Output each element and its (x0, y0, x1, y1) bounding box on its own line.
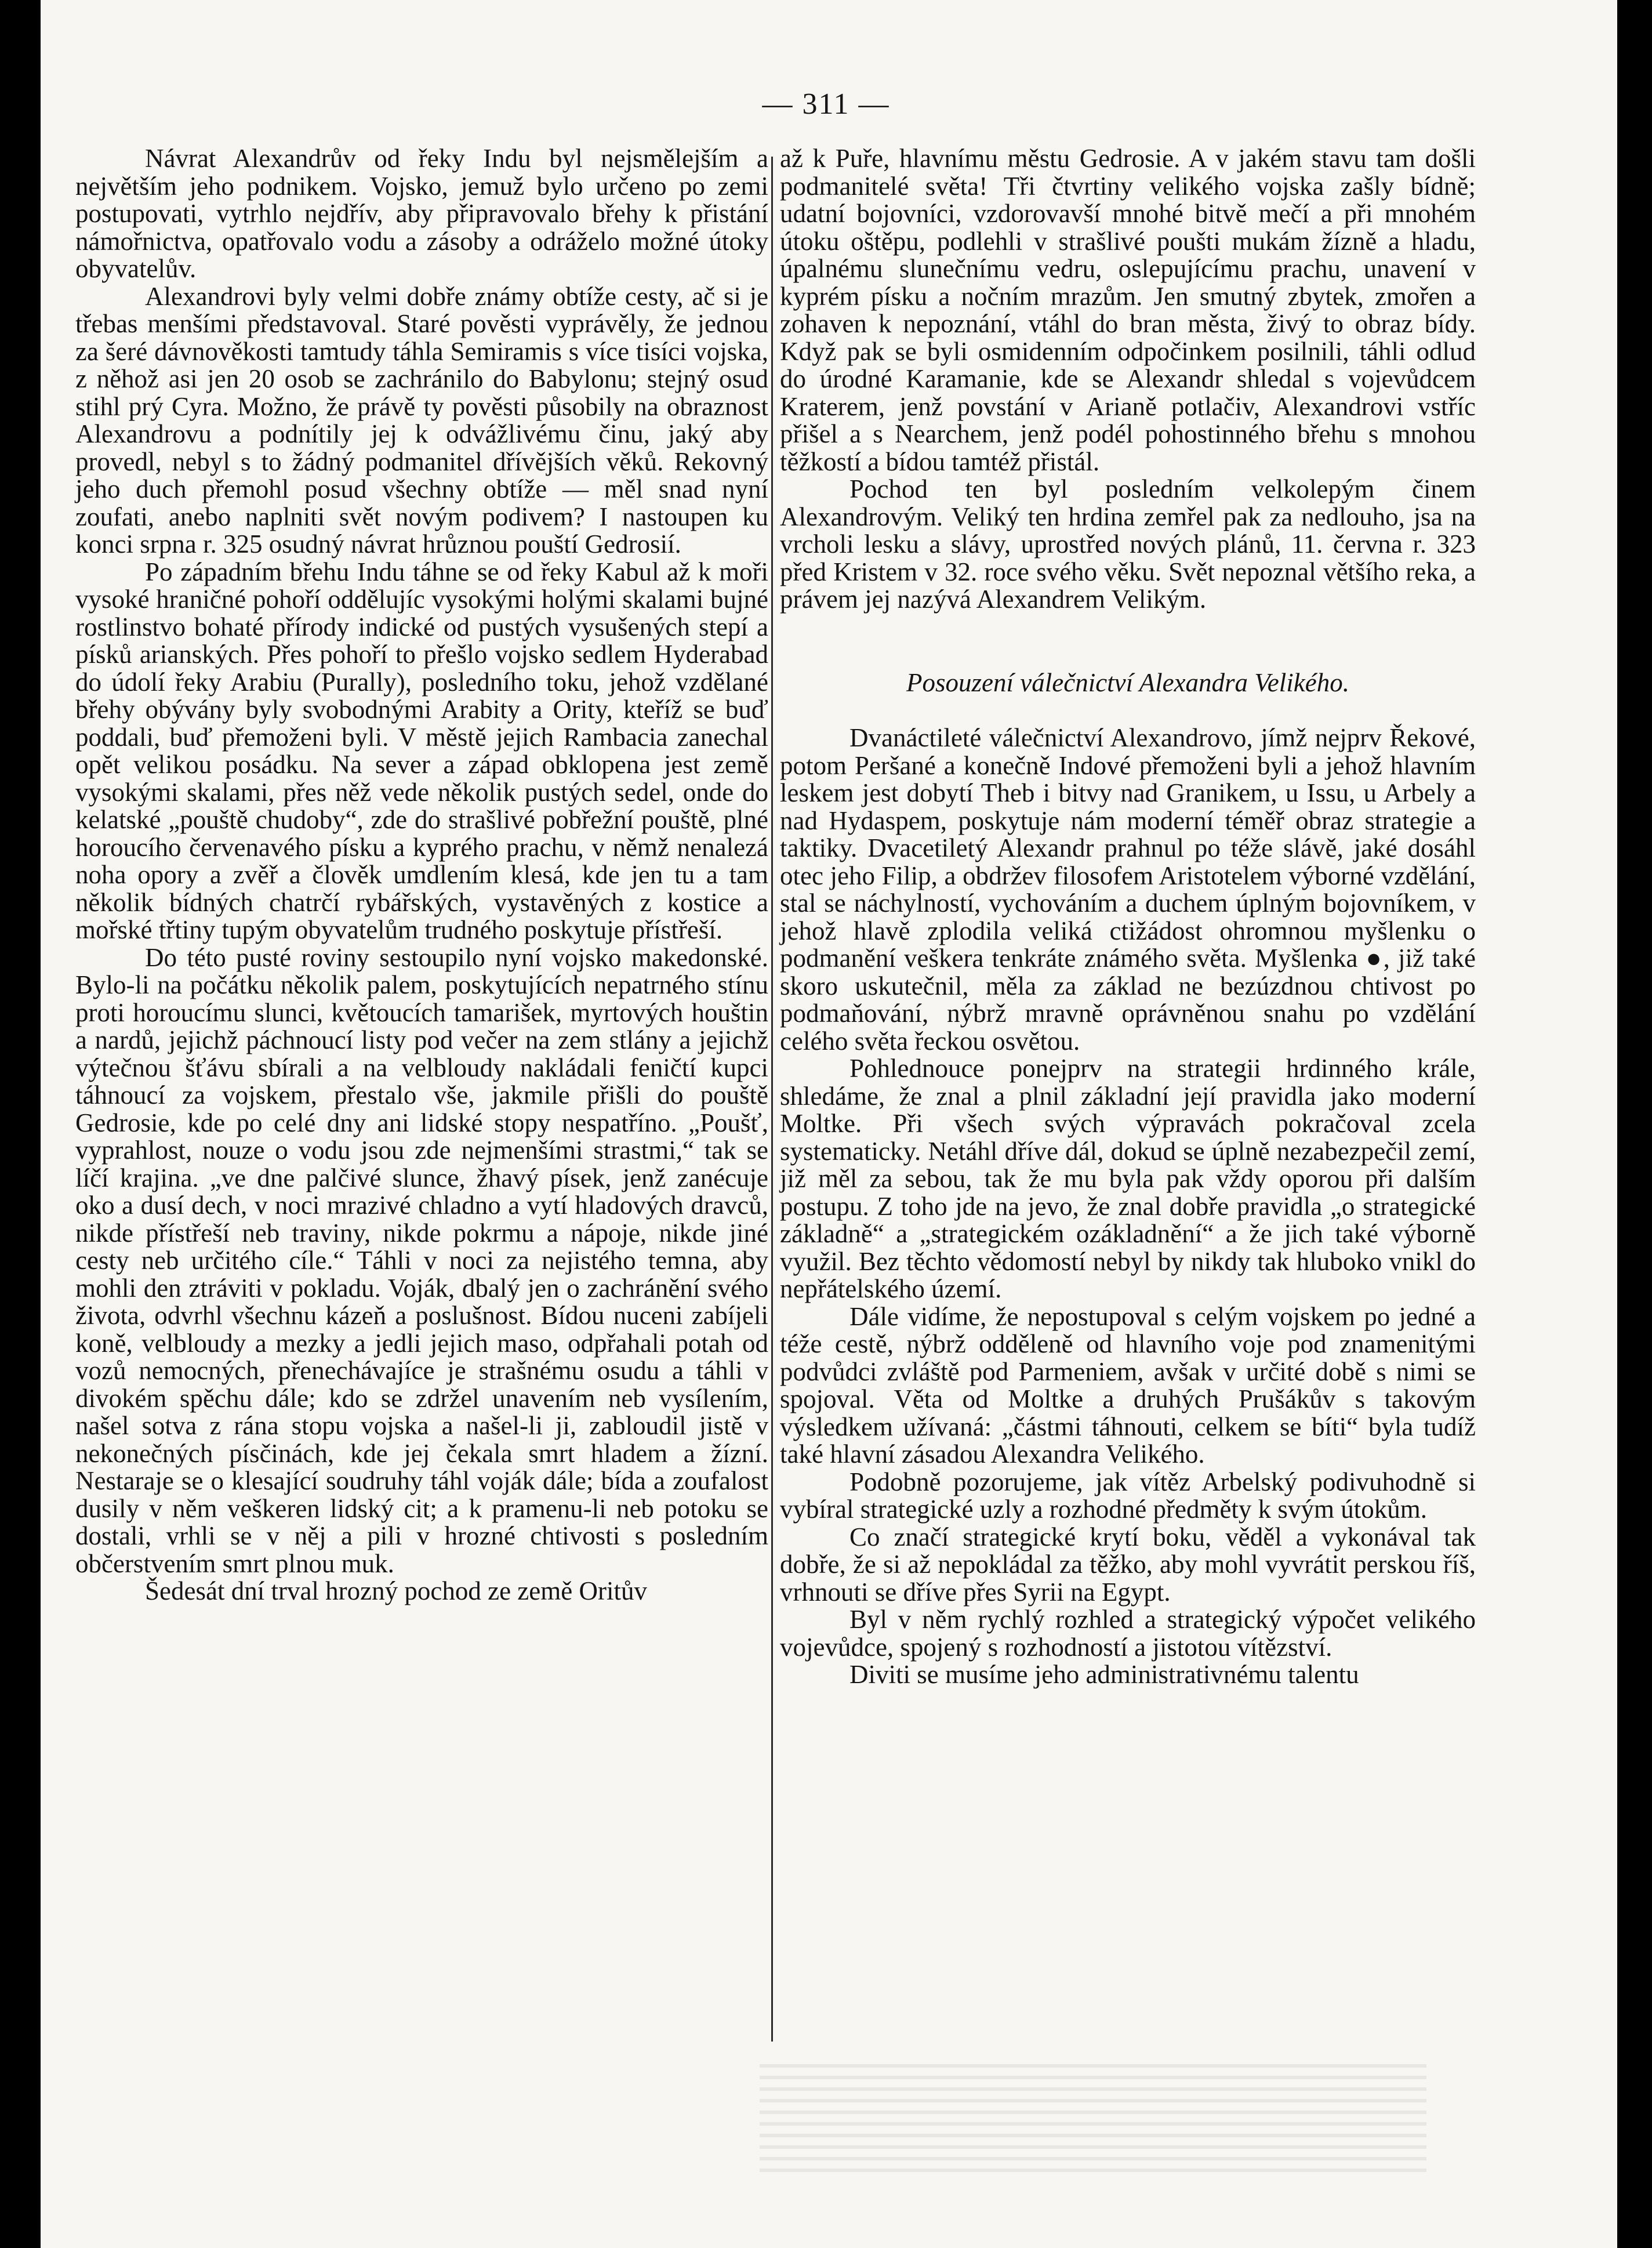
paragraph: Podobně pozorujeme, jak vítěz Arbelský podivuhodně si vybíral strategické uzly a rozhodné předměty k svým útokům. (780, 1467, 1476, 1524)
scan-border-left (0, 0, 41, 2248)
paragraph: Dále vidíme, že nepostupoval s celým vojskem po jedné a téže cestě, nýbrž odděleně od hlavního voje pod znamenitými podvůdci zvláště pod Parmeniem, avšak v určité době s nimi se spojoval. Věta od Moltke a druhých Prušákův s takovým výsledkem užívaná: „částmi táhnouti, celkem se bíti“ byla tudíž také hlavní zásadou Alexandra Velikého. (780, 1301, 1476, 1469)
column-divider (771, 157, 773, 2042)
paragraph: Alexandrovi byly velmi dobře známy obtíže cesty, ač si je třebas menšími představoval. Staré pověsti vyprávěly, že jednou za šeré dávnověkosti tamtudy táhla Semiramis s více tisíci vojska, z něhož asi jen 20 osob se zachránilo do Babylonu; stejný osud stihl prý Cyra. Možno, že právě ty pověsti působily na obraznost Alexandrovu a podnítily jej k odvážlivému činu, jaký aby provedl, nebyl s to žádný podmanitel dřívějších věků. Rekovný jeho duch přemohl posud všechny obtíže — měl snad nyní zoufati, anebo naplniti svět novým podivem? I nastoupen ku konci srpna r. 325 osudný návrat hrůznou pouští Gedrosií. (75, 281, 768, 559)
paragraph: Do této pusté roviny sestoupilo nyní vojsko makedonské. Bylo-li na počátku několik palem, poskytujících nepatrného stínu proti horoucímu slunci, květoucích tamarišek, myrtových houštin a nardů, jejichž páchnoucí listy pod večer na zem stlány a jejichž výtečnou šťávu sbírali a na velbloudy nakládali feničtí kupci táhnoucí za vojskem, přestalo vše, jakmile přišli do pouště Gedrosie, kde po celé dny ani lidské stopy nespatříno. „Poušť, vyprahlost, nouze o vodu jsou zde nejmenšími strastmi,“ tak se líčí krajina. „ve dne palčivé slunce, žhavý písek, jenž zanécuje oko a dusí dech, v noci mrazivé chladno a vytí hladových dravců, nikde přístřeší neb traviny, nikde pokrmu a nápoje, nikde jiné cesty neb určitého cíle.“ Táhli v noci za nejistého temna, aby mohli den ztráviti v pokladu. Voják, dbalý jen o zachránění svého života, odvrhl všechnu kázeň a poslušnost. Bídou nuceni zabíjeli koně, velbloudy a mezky a jedli jejich maso, odpřahali potah od vozů nemocných, přenechávajíce je strašnému osudu a táhli v divokém spěchu dále; kdo se zdržel unavením neb vysílením, našel sotva z rána stopu vojska a našel-li ji, zabloudil jistě v nekonečných písčinách, kde jej čekala smrt hladem a žízní. Nestaraje se o klesající soudruhy táhl voják dále; bída a zoufalost dusily v něm veškeren lidský cit; a k pramenu-li neb potoku se dostali, vrhli se v něj a pili v hrozné chtivosti s posledním občerstvením smrt plnou muk. (75, 942, 768, 1578)
paragraph: Návrat Alexandrův od řeky Indu byl nejsmělejším a největším jeho podnikem. Vojsko, jemuž bylo určeno po zemi postupovati, vytrhlo nejdřív, aby připravovalo břehy k přistání námořnictva, opatřovalo vodu a zásoby a odráželo možné útoky obyvatelův. (75, 144, 768, 283)
paragraph: Dvanáctileté válečnictví Alexandrovo, jímž nejprv Řekové, potom Peršané a konečně Indové přemoženi byli a jehož hlavním leskem jest dobytí Theb i bitvy nad Granikem, u Issu, u Arbely a nad Hydaspem, poskytuje nám moderní téměř obraz strategie a taktiky. Dvacetiletý Alexandr prahnul po téže slávě, jaké dosáhl otec jeho Filip, a obdržev filosofem Aristotelem výborné vzdělání, stal se náchylností, vychováním a duchem úplným bojovníkem, v jehož hlavě zplodila veliká ctižádost ohromnou myšlenku o podmanění veškera tenkráte známého světa. Myšlenka ●, již také skoro uskutečnil, měla za základ ne bezúzdnou chtivost po podmaňování, nýbrž mravně oprávněnou snahu po vzdělání celého světa řeckou osvětou. (780, 723, 1476, 1056)
paragraph: Pochod ten byl posledním velkolepým činem Alexandrovým. Veliký ten hrdina zemřel pak za nedlouho, jsa na vrcholi lesku a slávy, uprostřed nových plánů, 11. června r. 323 před Kristem v 32. roce svého věku. Svět nepoznal většího reka, a právem jej nazývá Alexandrem Velikým. (780, 474, 1476, 614)
page-number: — 311 — (762, 88, 890, 121)
left-column (75, 145, 768, 1605)
paragraph: Co značí strategické krytí boku, věděl a vykonával tak dobře, že si až nepokládal za těžko, aby mohl vyvrátit perskou říš, vrhnouti se dříve přes Syrii na Egypt. (780, 1522, 1476, 1607)
right-column (780, 145, 1476, 1689)
paragraph: Diviti se musíme jeho administrativnému talentu (849, 1660, 1359, 1689)
paragraph: Po západním břehu Indu táhne se od řeky Kabul až k moři vysoké hraničné pohoří oddělujíc vysokými holými skalami bujné rostlinstvo bohaté přírody indické od pustých vysušených stepí a písků arianských. Přes pohoří to přešlo vojsko sedlem Hyderabad do údolí řeky Arabiu (Purally), posledního toku, jehož vzdělané břehy obývány byly svobodnými Arabity a Ority, kteříž se buď poddali, buď přemoženi byli. V městě jejich Rambacia zanechal opět velikou posádku. Na sever a západ obklopena jest země vysokými skalami, přes něž vede několik pustých sedel, onde do kelatské „pouště chudoby“, zde do strašlivé pobřežní pouště, plné horoucího červenavého písku a kyprého prachu, v němž nenalezá noha opory a zvěř a člověk umdlením klesá, kde jen tu a tam několik bídných chatrčí rybářských, vystavěných z kostice a mořské třtiny tupým obyvatelům trudného poskytuje přístřeší. (75, 557, 768, 944)
paragraph: Pohlednouce ponejprv na strategii hrdinného krále, shledáme, že znal a plnil základní její pravidla jako moderní Moltke. Při všech svých výpravách pokračoval zcela systematicky. Netáhl dříve dál, dokud se úplně nezabezpečil zemí, již měl za sebou, tak že mu byla pak vždy oporou při dalším postupu. Z toho jde na jevo, že znal dobře pravidla „o strategické základně“ a „strategickém ozákladnění“ a že jich také výborně využil. Bez těchto vědomostí nebyl by nikdy tak hluboko vnikl do nepřátelského území. (780, 1054, 1476, 1303)
bleed-through-stain (760, 2056, 1426, 2172)
section-heading: Posouzení válečnictví Alexandra Velikého. (906, 668, 1349, 697)
paragraph: až k Puře, hlavnímu městu Gedrosie. A v jakém stavu tam došli podmanitelé světa! Tři čtvrtiny velikého vojska zašly bídně; udatní bojovníci, vzdorovavší mnohé bitvě mečí a při mnohém útoku oštěpu, podlehli v strašlivé poušti mukám žízně a hladu, úpalnému slunečnímu vedru, oslepujícímu prachu, unavení v kyprém písku a nočním mrazům. Jen smutný zbytek, zmořen a zohaven k nepoznání, vtáhl do bran města, živý to obraz bídy. Když pak se byli osmidenním odpočinkem posilnili, táhli odlud do úrodné Karamanie, kde se Alexandr shledal s vojevůdcem Kraterem, jenž povstání v Arianě potlačiv, Alexandrovi vstříc přišel a s Nearchem, jenž podél pohostinného břehu s mnohou těžkostí a bídou tamtéž přistál. (780, 144, 1476, 476)
scan-border-right (1617, 0, 1652, 2248)
paragraph: Byl v něm rychlý rozhled a strategický výpočet velikého vojevůdce, spojený s rozhodností a jistotou vítězství. (780, 1605, 1476, 1662)
paragraph: Šedesát dní trval hrozný pochod ze země Oritův (145, 1576, 647, 1605)
